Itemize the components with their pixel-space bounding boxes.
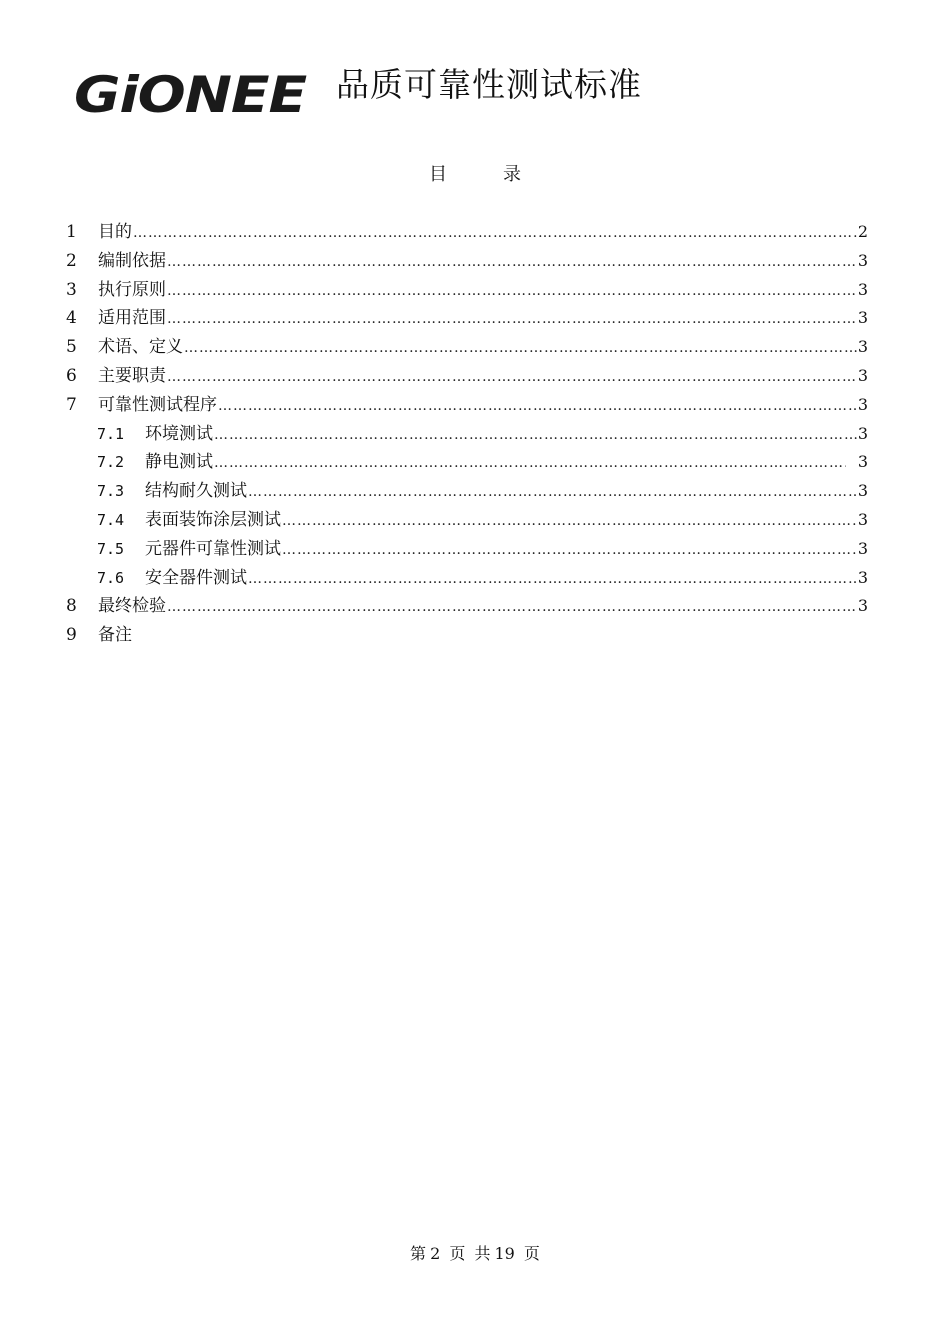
- toc-entry-page: 3: [857, 538, 868, 558]
- toc-entry-6[interactable]: [66, 362, 868, 391]
- toc-entry-page: 3: [857, 308, 868, 328]
- toc-entry-number: 6: [66, 365, 77, 386]
- toc-entry-number: 4: [66, 308, 77, 329]
- toc-leader-dots: [218, 392, 857, 421]
- toc-entry-7-2[interactable]: [66, 448, 868, 477]
- toc-leader-dots: [184, 334, 857, 363]
- toc-leader-dots: [214, 449, 846, 478]
- toc-entry-number: 5: [66, 337, 77, 358]
- footer-total-suffix: 页: [523, 1244, 540, 1263]
- toc-leader-dots: [214, 421, 857, 450]
- toc-entry-page: 3: [857, 250, 868, 270]
- toc-entry-number: 7.3: [97, 482, 125, 501]
- toc-leader-dots: [167, 248, 857, 277]
- toc-entry-label: 主要职责: [98, 365, 166, 386]
- toc-leader-dots: [133, 219, 857, 248]
- toc-entry-page: 3: [857, 509, 868, 529]
- toc-entry-page: 3: [857, 596, 868, 616]
- toc-entry-number: 3: [66, 279, 77, 300]
- toc-leader-dots: [282, 507, 857, 536]
- toc-entry-page: 3: [857, 394, 868, 414]
- toc-entry-label: 术语、定义: [98, 337, 183, 358]
- toc-entry-7[interactable]: [66, 391, 868, 420]
- toc-entry-page: 3: [857, 365, 868, 385]
- toc-entry-page: 3: [857, 452, 868, 472]
- svg-text:GiONEE: GiONEE: [74, 66, 307, 122]
- toc-entry-label: 目的: [98, 222, 132, 242]
- toc-entry-page: 3: [857, 337, 868, 357]
- toc-entry-7-5[interactable]: [66, 535, 868, 564]
- toc-entry-number: 7.1: [97, 424, 125, 443]
- footer-page-word: 页: [449, 1244, 466, 1263]
- toc-entry-label: 适用范围: [98, 308, 166, 329]
- toc-entry-label: 环境测试: [145, 423, 213, 444]
- document-title: 品质可靠性测试标准: [336, 65, 642, 104]
- toc-entry-7-6[interactable]: [66, 564, 868, 593]
- toc-entry-5[interactable]: [66, 333, 868, 362]
- toc-entry-label: 可靠性测试程序: [98, 394, 217, 415]
- toc-entry-9[interactable]: [66, 621, 868, 650]
- toc-entry-page: 2: [857, 222, 868, 241]
- toc-entry-number: 7.4: [97, 510, 125, 529]
- toc-entry-number: 2: [66, 250, 77, 271]
- toc-entry-page: 3: [857, 567, 868, 587]
- footer-current-page: 2: [430, 1244, 441, 1263]
- toc-leader-dots: [248, 478, 857, 507]
- toc-entry-1[interactable]: [66, 218, 868, 247]
- toc-leader-dots: [167, 593, 857, 622]
- toc-entry-number: 7.5: [97, 539, 125, 558]
- toc-leader-dots: [167, 305, 857, 334]
- document-header: [74, 56, 894, 126]
- toc-entry-7-4[interactable]: [66, 506, 868, 535]
- toc-entry-label: 表面装饰涂层测试: [145, 509, 281, 530]
- toc-entry-label: 编制依据: [98, 250, 166, 271]
- toc-entry-label: 元器件可靠性测试: [145, 538, 281, 559]
- toc-entry-label: 最终检验: [98, 596, 166, 617]
- toc-leader-dots: [248, 565, 857, 594]
- toc-heading: [0, 160, 950, 186]
- toc-entry-label: 执行原则: [98, 279, 166, 300]
- toc-leader-dots: [282, 536, 857, 565]
- toc-entry-label: 备注: [98, 625, 132, 646]
- toc-entry-number: 7.6: [97, 568, 125, 587]
- toc-entry-page: 3: [857, 423, 868, 443]
- footer-total-pages: 19: [494, 1244, 515, 1263]
- toc-entry-8[interactable]: [66, 592, 868, 621]
- footer-prefix: 第: [410, 1244, 427, 1263]
- table-of-contents: [66, 218, 868, 650]
- toc-entry-number: 8: [66, 596, 77, 617]
- toc-entry-page: 3: [857, 279, 868, 299]
- toc-entry-page: 3: [857, 481, 868, 501]
- footer-total-prefix: 共: [474, 1244, 491, 1263]
- toc-entry-3[interactable]: [66, 276, 868, 305]
- toc-entry-label: 静电测试: [145, 452, 213, 473]
- toc-entry-number: 7.2: [97, 453, 125, 472]
- toc-entry-2[interactable]: [66, 247, 868, 276]
- toc-leader-dots: [167, 363, 857, 392]
- toc-entry-number: 7: [66, 394, 77, 415]
- toc-heading-right: 录: [503, 164, 521, 185]
- toc-entry-label: 安全器件测试: [145, 567, 247, 588]
- toc-entry-4[interactable]: [66, 304, 868, 333]
- toc-entry-label: 结构耐久测试: [145, 481, 247, 502]
- page-footer: [0, 1241, 950, 1264]
- gionee-logo: [74, 66, 309, 122]
- toc-entry-7-3[interactable]: [66, 477, 868, 506]
- toc-heading-left: 目: [429, 164, 447, 185]
- toc-leader-dots: [167, 277, 857, 306]
- toc-entry-number: 1: [66, 222, 77, 242]
- toc-entry-7-1[interactable]: [66, 420, 868, 449]
- toc-entry-number: 9: [66, 625, 77, 646]
